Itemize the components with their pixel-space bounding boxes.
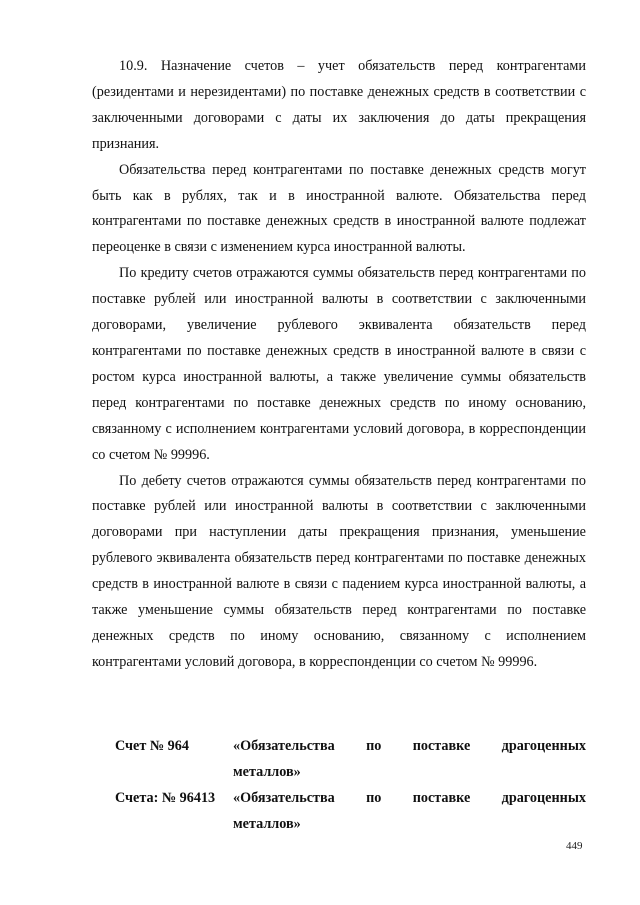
account-number: Счета: № 96413 (115, 789, 216, 806)
paragraph-currency: Обязательства перед контрагентами по поставке денежных средств могут быть как в рублях, так и в иностранной валюте. Обязательства перед контрагентами по поставке денежных средств в иностранной валюте подлежат переоценке в связи с изменением курса иностранной валюты. (92, 161, 586, 256)
page-number: 449 (566, 840, 583, 852)
account-heading-964 (115, 734, 586, 786)
account-name-line2: металлов» (233, 815, 301, 832)
accounts-heading-block (115, 734, 586, 838)
account-name-line1: «Обязательства по поставке драгоценных (233, 738, 586, 754)
account-name (233, 786, 586, 838)
paragraph-credit: По кредиту счетов отражаются суммы обязательств перед контрагентами по поставке рублей или иностранной валюты в соответствии с заключенными договорами, увеличение рублевого эквивалента обязательств перед контрагентами по поставке денежных средств в иностранной валюте в связи с ростом курса иностранной валюты, а также увеличение суммы обязательств перед контрагентами по поставке денежных средств по иному основанию, связанному с исполнением контрагентами условий договора, в корреспонденции со счетом № 99996. (92, 265, 586, 463)
account-number: Счет № 964 (115, 738, 189, 754)
account-name-line2: металлов» (233, 763, 301, 780)
account-heading-96413 (115, 786, 586, 838)
paragraph-debit: По дебету счетов отражаются суммы обязательств перед контрагентами по поставке рублей или иностранной валюты в соответствии с заключенными договорами при наступлении даты прекращения признания, уменьшение рублевого эквивалента обязательств перед контрагентами по поставке денежных средств в иностранной валюте в связи с падением курса иностранной валюты, а также уменьшение суммы обязательств перед контрагентами по поставке денежных средств по иному основанию, связанному с исполнением контрагентами условий договора, в корреспонденции со счетом № 99996. (92, 472, 586, 670)
account-name (233, 734, 586, 786)
document-body (92, 54, 586, 676)
paragraph-purpose: 10.9. Назначение счетов – учет обязательств перед контрагентами (резидентами и нерезидентами) по поставке денежных средств в соответствии с заключенными договорами с даты их заключения до даты прекращения признания. (92, 58, 586, 152)
account-name-line1: «Обязательства по поставке драгоценных (233, 789, 586, 806)
